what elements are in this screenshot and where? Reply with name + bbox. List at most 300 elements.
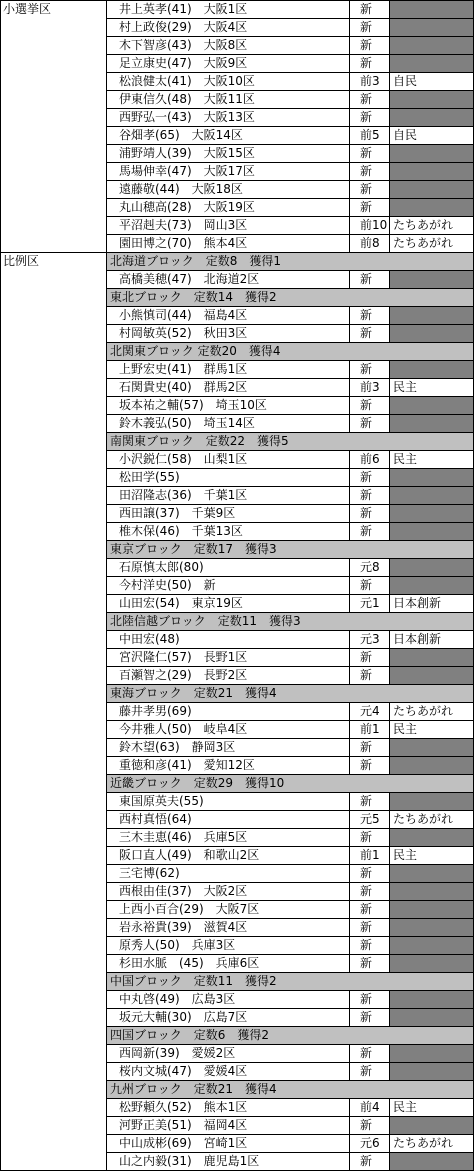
section-column-cell	[0, 91, 107, 109]
candidate-status: 新	[350, 145, 390, 163]
candidate-status: 新	[350, 667, 390, 685]
candidate-row	[0, 55, 474, 73]
candidate-name: 西岡新(39) 愛媛2区	[107, 1045, 350, 1063]
section-column-cell	[0, 1117, 107, 1135]
candidate-status: 元4	[350, 703, 390, 721]
candidate-name: 伊東信久(48) 大阪11区	[107, 91, 350, 109]
candidate-name: 上西小百合(29) 大阪7区	[107, 901, 350, 919]
block-header: 東北ブロック 定数14 獲得2	[107, 289, 474, 307]
no-party-fill	[390, 1117, 474, 1135]
candidate-party: 自民	[390, 127, 474, 145]
no-party-fill	[390, 1, 474, 19]
section-column-cell	[0, 1081, 107, 1099]
candidate-name: 三宅博(62)	[107, 865, 350, 883]
candidate-row	[0, 1153, 474, 1171]
candidate-status: 新	[350, 937, 390, 955]
candidate-name: 阪口直人(49) 和歌山2区	[107, 847, 350, 865]
no-party-fill	[390, 757, 474, 775]
candidate-row	[0, 721, 474, 739]
block-header-row	[0, 253, 474, 271]
no-party-fill	[390, 901, 474, 919]
candidate-name: 桜内文城(47) 愛媛4区	[107, 1063, 350, 1081]
section-column-cell	[0, 559, 107, 577]
candidate-status: 新	[350, 757, 390, 775]
candidate-status: 新	[350, 883, 390, 901]
section-column-cell	[0, 1153, 107, 1171]
candidate-name: 田沼隆志(36) 千葉1区	[107, 487, 350, 505]
block-header-row	[0, 289, 474, 307]
candidate-party: 日本創新	[390, 631, 474, 649]
block-header-row	[0, 1027, 474, 1045]
candidate-row	[0, 415, 474, 433]
candidate-name: 小熊慎司(44) 福島4区	[107, 307, 350, 325]
section-column-cell	[0, 1027, 107, 1045]
no-party-fill	[390, 991, 474, 1009]
candidate-name: 中山成彬(69) 宮崎1区	[107, 1135, 350, 1153]
candidate-row	[0, 271, 474, 289]
candidate-name: 鈴木義弘(50) 埼玉14区	[107, 415, 350, 433]
candidate-status: 新	[350, 901, 390, 919]
candidate-row	[0, 361, 474, 379]
candidate-name: 原秀人(50) 兵庫3区	[107, 937, 350, 955]
candidate-row	[0, 703, 474, 721]
candidate-name: 西根由佳(37) 大阪2区	[107, 883, 350, 901]
block-header-row	[0, 613, 474, 631]
section-column-cell	[0, 163, 107, 181]
candidate-name: 鈴木望(63) 静岡3区	[107, 739, 350, 757]
section-column-cell	[0, 433, 107, 451]
candidate-name: 東国原英夫(55)	[107, 793, 350, 811]
candidate-row	[0, 1099, 474, 1117]
section-column-cell	[0, 811, 107, 829]
candidate-row	[0, 829, 474, 847]
section-column-cell	[0, 109, 107, 127]
block-header: 北関東ブロック 定数20 獲得4	[107, 343, 474, 361]
no-party-fill	[390, 307, 474, 325]
section-column-cell	[0, 973, 107, 991]
candidate-row	[0, 757, 474, 775]
block-header-row	[0, 541, 474, 559]
candidate-row	[0, 1135, 474, 1153]
candidate-row	[0, 919, 474, 937]
section-column-cell	[0, 217, 107, 235]
candidate-row	[0, 181, 474, 199]
section-column-cell	[0, 1009, 107, 1027]
candidate-status: 新	[350, 649, 390, 667]
block-header-row	[0, 973, 474, 991]
candidate-name: 坂元大輔(30) 広島7区	[107, 1009, 350, 1027]
section-column-cell	[0, 19, 107, 37]
no-party-fill	[390, 937, 474, 955]
section-column-cell	[0, 721, 107, 739]
no-party-fill	[390, 55, 474, 73]
candidate-status: 新	[350, 397, 390, 415]
candidate-row	[0, 955, 474, 973]
candidate-status: 元5	[350, 811, 390, 829]
candidate-name: 遠藤敬(44) 大阪18区	[107, 181, 350, 199]
section-column-cell	[0, 577, 107, 595]
candidate-row	[0, 325, 474, 343]
section-column-cell	[0, 73, 107, 91]
candidate-status: 前4	[350, 1099, 390, 1117]
section-column-cell	[0, 469, 107, 487]
candidate-name: 園田博之(70) 熊本4区	[107, 235, 350, 253]
candidate-status: 新	[350, 271, 390, 289]
no-party-fill	[390, 37, 474, 55]
candidate-row	[0, 595, 474, 613]
candidate-row	[0, 487, 474, 505]
candidate-row	[0, 865, 474, 883]
candidate-name: 椎木保(46) 千葉13区	[107, 523, 350, 541]
no-party-fill	[390, 649, 474, 667]
candidate-name: 中田宏(48)	[107, 631, 350, 649]
candidate-party: 民主	[390, 1099, 474, 1117]
candidate-name: 坂本祐之輔(57) 埼玉10区	[107, 397, 350, 415]
candidate-status: 新	[350, 91, 390, 109]
candidate-status: 新	[350, 37, 390, 55]
block-header-row	[0, 775, 474, 793]
candidate-party: たちあがれ	[390, 1135, 474, 1153]
candidate-status: 新	[350, 955, 390, 973]
candidate-name: 山之内毅(31) 鹿児島1区	[107, 1153, 350, 1171]
candidate-status: 前1	[350, 847, 390, 865]
candidate-row	[0, 793, 474, 811]
candidate-row	[0, 811, 474, 829]
no-party-fill	[390, 559, 474, 577]
candidate-name: 今井雅人(50) 岐阜4区	[107, 721, 350, 739]
candidate-name: 西村真悟(64)	[107, 811, 350, 829]
no-party-fill	[390, 523, 474, 541]
no-party-fill	[390, 19, 474, 37]
candidate-status: 新	[350, 919, 390, 937]
no-party-fill	[390, 505, 474, 523]
candidate-row	[0, 1117, 474, 1135]
section-column-cell	[0, 181, 107, 199]
section-column-cell	[0, 1099, 107, 1117]
candidate-name: 中丸啓(49) 広島3区	[107, 991, 350, 1009]
candidate-status: 新	[350, 1063, 390, 1081]
candidate-name: 石関貴史(40) 群馬2区	[107, 379, 350, 397]
candidate-row	[0, 577, 474, 595]
candidate-row	[0, 127, 474, 145]
candidate-status: 新	[350, 163, 390, 181]
candidate-name: 松野頼久(52) 熊本1区	[107, 1099, 350, 1117]
candidate-name: 谷畑孝(65) 大阪14区	[107, 127, 350, 145]
block-header: 中国ブロック 定数11 獲得2	[107, 973, 474, 991]
candidate-row	[0, 937, 474, 955]
candidate-name: 岩永裕貴(39) 滋賀4区	[107, 919, 350, 937]
section-column-cell	[0, 235, 107, 253]
no-party-fill	[390, 181, 474, 199]
section-column-cell	[0, 901, 107, 919]
no-party-fill	[390, 577, 474, 595]
section-column-cell	[0, 415, 107, 433]
candidate-status: 新	[350, 739, 390, 757]
candidate-name: 松田学(55)	[107, 469, 350, 487]
section-column-cell	[0, 631, 107, 649]
block-header: 北陸信越ブロック 定数11 獲得3	[107, 613, 474, 631]
no-party-fill	[390, 829, 474, 847]
no-party-fill	[390, 145, 474, 163]
candidate-name: 三木圭恵(46) 兵庫5区	[107, 829, 350, 847]
no-party-fill	[390, 199, 474, 217]
candidate-status: 新	[350, 469, 390, 487]
section-column-cell	[0, 667, 107, 685]
candidate-party: 民主	[390, 721, 474, 739]
candidate-status: 新	[350, 829, 390, 847]
block-header: 四国ブロック 定数6 獲得2	[107, 1027, 474, 1045]
candidate-row	[0, 307, 474, 325]
candidate-party: たちあがれ	[390, 217, 474, 235]
no-party-fill	[390, 397, 474, 415]
candidate-status: 元8	[350, 559, 390, 577]
candidate-name: 浦野靖人(39) 大阪15区	[107, 145, 350, 163]
candidate-row	[0, 901, 474, 919]
section-column-cell	[0, 739, 107, 757]
pr-section-label: 比例区	[3, 254, 40, 268]
candidate-status: 前6	[350, 451, 390, 469]
no-party-fill	[390, 325, 474, 343]
candidate-row	[0, 739, 474, 757]
candidate-status: 前10	[350, 217, 390, 235]
block-header: 北海道ブロック 定数8 獲得1	[107, 253, 474, 271]
section-column-cell	[0, 1135, 107, 1153]
candidate-row	[0, 649, 474, 667]
candidate-row	[0, 559, 474, 577]
section-column-cell	[0, 37, 107, 55]
candidate-row	[0, 991, 474, 1009]
no-party-fill	[390, 487, 474, 505]
no-party-fill	[390, 667, 474, 685]
section-column-cell	[0, 649, 107, 667]
candidate-row	[0, 199, 474, 217]
candidate-party: たちあがれ	[390, 703, 474, 721]
candidate-row	[0, 1063, 474, 1081]
section-column-cell	[0, 361, 107, 379]
no-party-fill	[390, 865, 474, 883]
block-header-row	[0, 1081, 474, 1099]
candidate-status: 前3	[350, 73, 390, 91]
candidate-status: 新	[350, 523, 390, 541]
candidate-status: 新	[350, 1153, 390, 1171]
section-column-cell	[0, 307, 107, 325]
candidate-row	[0, 1, 474, 19]
candidate-status: 新	[350, 109, 390, 127]
block-header-row	[0, 343, 474, 361]
section-column-cell	[0, 595, 107, 613]
candidate-name: 石原慎太郎(80)	[107, 559, 350, 577]
candidate-row	[0, 109, 474, 127]
candidate-status: 新	[350, 1009, 390, 1027]
candidate-row	[0, 163, 474, 181]
block-header: 東海ブロック 定数21 獲得4	[107, 685, 474, 703]
candidate-row	[0, 1009, 474, 1027]
section-column-cell	[0, 937, 107, 955]
section-column-cell	[0, 865, 107, 883]
candidate-name: 小沢鋭仁(58) 山梨1区	[107, 451, 350, 469]
section-column-cell	[0, 523, 107, 541]
candidate-status: 新	[350, 487, 390, 505]
section-column-cell	[0, 991, 107, 1009]
candidate-status: 新	[350, 1117, 390, 1135]
candidate-row	[0, 217, 474, 235]
candidate-name: 丸山穂高(28) 大阪19区	[107, 199, 350, 217]
candidate-status: 前1	[350, 721, 390, 739]
no-party-fill	[390, 469, 474, 487]
candidate-row	[0, 235, 474, 253]
candidate-party: 民主	[390, 847, 474, 865]
no-party-fill	[390, 109, 474, 127]
no-party-fill	[390, 163, 474, 181]
candidate-name: 松浪健太(41) 大阪10区	[107, 73, 350, 91]
section-column-cell	[0, 379, 107, 397]
no-party-fill	[390, 1045, 474, 1063]
block-header: 南関東ブロック 定数22 獲得5	[107, 433, 474, 451]
candidate-status: 新	[350, 415, 390, 433]
candidate-row	[0, 883, 474, 901]
section-column-cell	[0, 55, 107, 73]
candidate-name: 宮沢隆仁(57) 長野1区	[107, 649, 350, 667]
candidate-status: 新	[350, 505, 390, 523]
section-column-cell	[0, 919, 107, 937]
candidate-name: 河野正美(51) 福岡4区	[107, 1117, 350, 1135]
candidate-status: 新	[350, 181, 390, 199]
candidate-status: 新	[350, 1, 390, 19]
candidate-name: 山田宏(54) 東京19区	[107, 595, 350, 613]
block-header: 九州ブロック 定数21 獲得4	[107, 1081, 474, 1099]
section-column-cell	[0, 703, 107, 721]
section-column-cell	[0, 847, 107, 865]
candidate-row	[0, 397, 474, 415]
candidate-row	[0, 469, 474, 487]
section-column-cell	[0, 451, 107, 469]
candidate-party: 日本創新	[390, 595, 474, 613]
candidate-status: 新	[350, 307, 390, 325]
section-column-cell	[0, 955, 107, 973]
section-column-cell	[0, 1063, 107, 1081]
candidate-status: 新	[350, 361, 390, 379]
candidate-status: 新	[350, 199, 390, 217]
candidate-row	[0, 37, 474, 55]
candidate-row	[0, 145, 474, 163]
candidate-name: 藤井孝男(69)	[107, 703, 350, 721]
single-seat-section-label: 小選挙区	[3, 2, 52, 16]
no-party-fill	[390, 361, 474, 379]
candidate-status: 元3	[350, 631, 390, 649]
section-column-cell	[0, 775, 107, 793]
candidate-name: 今村洋史(50) 新	[107, 577, 350, 595]
candidate-party: たちあがれ	[390, 235, 474, 253]
candidate-status: 新	[350, 19, 390, 37]
section-column-cell	[0, 289, 107, 307]
candidate-row	[0, 667, 474, 685]
section-column-cell	[0, 343, 107, 361]
section-column-cell	[0, 613, 107, 631]
no-party-fill	[390, 739, 474, 757]
section-column-cell	[0, 1045, 107, 1063]
section-column-cell	[0, 757, 107, 775]
candidate-row	[0, 91, 474, 109]
section-column-cell	[0, 145, 107, 163]
candidate-row	[0, 631, 474, 649]
candidate-status: 新	[350, 865, 390, 883]
candidate-row	[0, 19, 474, 37]
no-party-fill	[390, 1153, 474, 1171]
candidate-row	[0, 379, 474, 397]
no-party-fill	[390, 793, 474, 811]
block-header-row	[0, 685, 474, 703]
section-column-cell	[0, 487, 107, 505]
candidate-party: 民主	[390, 379, 474, 397]
candidate-row	[0, 847, 474, 865]
no-party-fill	[390, 91, 474, 109]
candidate-status: 前5	[350, 127, 390, 145]
candidate-status: 新	[350, 793, 390, 811]
section-column-cell	[0, 127, 107, 145]
block-header: 東京ブロック 定数17 獲得3	[107, 541, 474, 559]
candidate-row	[0, 523, 474, 541]
no-party-fill	[390, 415, 474, 433]
candidate-name: 村上政俊(29) 大阪4区	[107, 19, 350, 37]
section-column-cell	[0, 541, 107, 559]
candidate-name: 馬場伸幸(47) 大阪17区	[107, 163, 350, 181]
section-column-cell	[0, 829, 107, 847]
candidate-row	[0, 73, 474, 91]
candidate-status: 前8	[350, 235, 390, 253]
no-party-fill	[390, 1009, 474, 1027]
no-party-fill	[390, 919, 474, 937]
candidate-status: 新	[350, 991, 390, 1009]
candidate-status: 元1	[350, 595, 390, 613]
no-party-fill	[390, 883, 474, 901]
candidate-status: 新	[350, 55, 390, 73]
candidate-party: 民主	[390, 451, 474, 469]
section-column-cell	[0, 397, 107, 415]
section-column-cell	[0, 325, 107, 343]
candidate-status: 新	[350, 577, 390, 595]
candidate-status: 元6	[350, 1135, 390, 1153]
candidate-name: 平沼赳夫(73) 岡山3区	[107, 217, 350, 235]
no-party-fill	[390, 271, 474, 289]
candidate-name: 西田譲(37) 千葉9区	[107, 505, 350, 523]
candidate-name: 高橋美穂(47) 北海道2区	[107, 271, 350, 289]
candidate-party: 自民	[390, 73, 474, 91]
candidate-row	[0, 1045, 474, 1063]
candidate-row	[0, 505, 474, 523]
block-header-row	[0, 433, 474, 451]
candidate-name: 井上英孝(41) 大阪1区	[107, 1, 350, 19]
section-column-cell	[0, 271, 107, 289]
section-column-cell	[0, 883, 107, 901]
candidate-name: 村岡敏英(52) 秋田3区	[107, 325, 350, 343]
candidate-name: 西野弘一(43) 大阪13区	[107, 109, 350, 127]
candidate-party: たちあがれ	[390, 811, 474, 829]
candidate-name: 杉田水脈 (45) 兵庫6区	[107, 955, 350, 973]
candidate-name: 木下智彦(43) 大阪8区	[107, 37, 350, 55]
no-party-fill	[390, 1063, 474, 1081]
block-header: 近畿ブロック 定数29 獲得10	[107, 775, 474, 793]
candidate-status: 新	[350, 325, 390, 343]
section-column-cell	[0, 505, 107, 523]
candidate-name: 百瀬智之(29) 長野2区	[107, 667, 350, 685]
section-column-cell	[0, 685, 107, 703]
candidate-row	[0, 451, 474, 469]
candidate-status: 前3	[350, 379, 390, 397]
candidate-name: 上野宏史(41) 群馬1区	[107, 361, 350, 379]
section-column-cell	[0, 793, 107, 811]
section-column-cell	[0, 199, 107, 217]
candidate-name: 足立康史(47) 大阪9区	[107, 55, 350, 73]
